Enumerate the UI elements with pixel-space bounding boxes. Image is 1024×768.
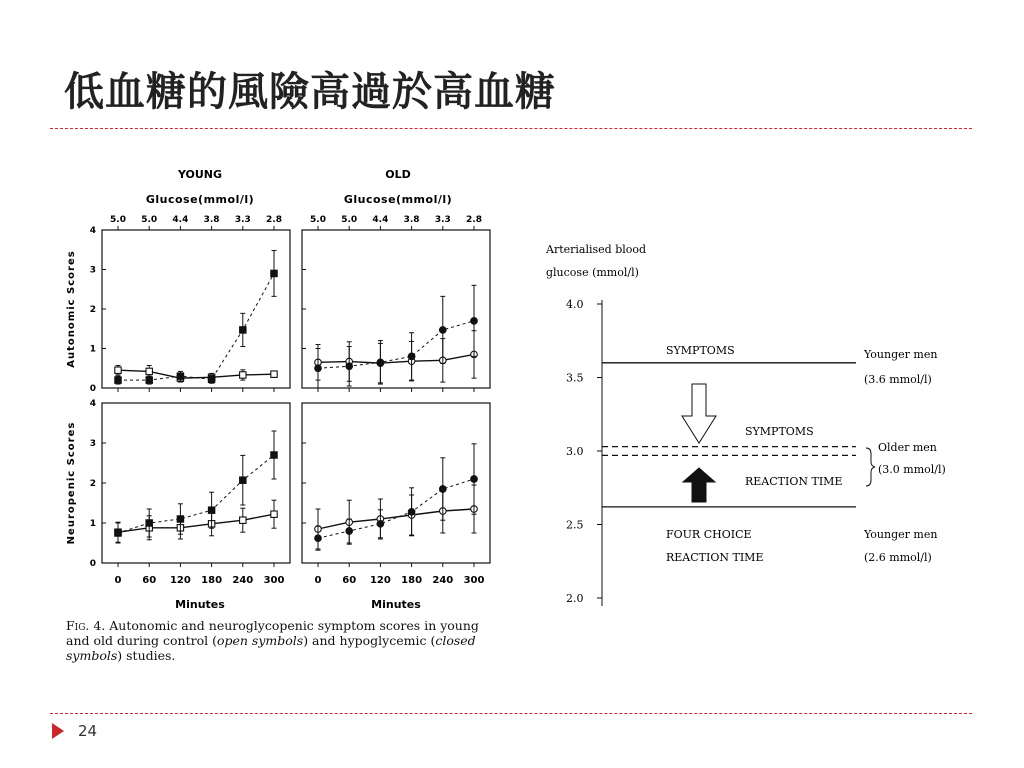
- x-tick-label: 60: [142, 575, 157, 586]
- young-autonomic-panel: [66, 215, 290, 394]
- label-younger-men-top: Younger men: [864, 348, 938, 361]
- data-point: [271, 270, 277, 276]
- old-autonomic-frame: [302, 230, 490, 388]
- caption-text-1: Autonomic and neuroglycopenic symptom scores in young and old during control (: [66, 618, 479, 648]
- x-tick-label: 0: [314, 575, 322, 586]
- page-number: 24: [78, 722, 98, 740]
- glucose-tick-label: 5.0: [110, 215, 126, 225]
- data-point: [315, 365, 322, 372]
- filled-up-arrow-icon: [683, 468, 715, 502]
- caption-fig-label: Fig. 4.: [66, 618, 106, 633]
- x-tick-label: 240: [232, 575, 254, 586]
- y-tick-label: 1: [89, 344, 96, 355]
- data-point: [208, 507, 214, 513]
- label-older-men-value: (3.0 mmol/l): [878, 463, 946, 476]
- glucose-tick-label: 3.3: [234, 215, 251, 225]
- x-tick-label: 180: [401, 575, 423, 586]
- data-point: [177, 373, 183, 379]
- threshold-y-tick-label: 3.0: [566, 445, 584, 458]
- glucose-tick-label: 4.4: [172, 215, 189, 225]
- page-marker-icon: [52, 723, 64, 739]
- glucose-tick-label: 3.3: [434, 215, 451, 225]
- y-tick-label: 1: [89, 519, 96, 529]
- caption-text-2: ) and hypoglycemic (: [303, 633, 436, 648]
- x-tick-label: 120: [369, 575, 391, 586]
- label-symptoms-young: SYMPTOMS: [666, 344, 735, 357]
- data-point: [271, 452, 277, 458]
- data-point: [146, 377, 152, 383]
- data-point: [346, 363, 353, 370]
- data-point: [146, 368, 152, 374]
- old-x-axis-title: Minutes: [371, 598, 421, 611]
- data-point: [177, 516, 183, 522]
- data-point: [346, 528, 353, 535]
- data-point: [240, 477, 246, 483]
- old-autonomic-panel: [302, 215, 490, 392]
- threshold-diagram: [540, 238, 960, 618]
- y-tick-label: 4: [89, 226, 96, 236]
- label-reaction-time-2: REACTION TIME: [666, 551, 764, 564]
- x-tick-label: 240: [432, 575, 454, 586]
- label-older-men: Older men: [878, 441, 937, 454]
- caption-italic-2: closed symbols: [66, 633, 476, 663]
- threshold-ylabel-line1: Arterialised blood: [546, 243, 647, 256]
- old-glucose-title: Glucose(mmol/l): [343, 193, 453, 206]
- y-axis-label: Neuropenic Scores: [66, 421, 77, 545]
- threshold-ylabel-line2: glucose (mmol/l): [546, 266, 639, 279]
- glucose-tick-label: 5.0: [310, 215, 326, 225]
- glucose-tick-label: 3.8: [203, 215, 220, 225]
- data-point: [115, 367, 121, 373]
- data-point: [240, 517, 246, 523]
- y-tick-label: 4: [89, 399, 96, 409]
- threshold-y-tick-label: 2.0: [566, 592, 584, 605]
- old-neuropenic-panel: [302, 403, 490, 586]
- data-point: [271, 371, 277, 377]
- glucose-tick-label: 5.0: [141, 215, 158, 225]
- label-younger-men-bottom: Younger men: [864, 528, 938, 541]
- data-point: [115, 530, 121, 536]
- data-point: [377, 359, 384, 366]
- y-axis-label: Autonomic Scores: [66, 250, 77, 368]
- caption-text-3: ) studies.: [117, 648, 176, 663]
- series-line: [318, 479, 474, 538]
- data-point: [471, 318, 478, 325]
- series-line: [118, 455, 274, 533]
- y-tick-label: 3: [89, 265, 96, 276]
- data-point: [271, 511, 277, 517]
- y-tick-label: 0: [89, 559, 96, 569]
- data-point: [377, 521, 384, 528]
- series-line: [318, 509, 474, 529]
- data-point: [408, 509, 415, 516]
- y-tick-label: 2: [89, 479, 96, 489]
- series-line: [318, 354, 474, 363]
- data-point: [408, 353, 415, 360]
- slide-title: 低血糖的風險高過於高血糖: [64, 69, 556, 115]
- label-younger-men-top-value: (3.6 mmol/l): [864, 373, 932, 386]
- footer-separator: [50, 713, 972, 714]
- data-point: [440, 327, 447, 334]
- series-line: [118, 273, 274, 380]
- label-younger-men-bottom-value: (2.6 mmol/l): [864, 551, 932, 564]
- figure4-chart: [50, 160, 520, 640]
- title-separator: [50, 128, 972, 129]
- label-reaction-time: REACTION TIME: [745, 475, 843, 488]
- series-line: [118, 514, 274, 532]
- young-neuropenic-panel: [66, 399, 290, 586]
- young-glucose-title: Glucose(mmol/l): [145, 193, 255, 206]
- y-tick-label: 0: [89, 384, 96, 394]
- old-header: OLD: [385, 168, 411, 181]
- threshold-y-tick-label: 3.5: [566, 371, 584, 385]
- x-tick-label: 300: [263, 575, 285, 586]
- x-tick-label: 300: [463, 575, 485, 586]
- data-point: [146, 520, 152, 526]
- y-tick-label: 3: [89, 439, 96, 449]
- x-tick-label: 60: [342, 575, 357, 586]
- glucose-tick-label: 2.8: [466, 215, 482, 225]
- data-point: [208, 376, 214, 382]
- young-header: YOUNG: [177, 168, 223, 181]
- y-tick-label: 2: [89, 305, 96, 315]
- data-point: [240, 327, 246, 333]
- older-men-brace: [866, 448, 875, 486]
- figure-caption: [66, 618, 506, 663]
- threshold-y-tick-label: 4.0: [566, 298, 584, 311]
- x-tick-label: 0: [114, 575, 122, 586]
- glucose-tick-label: 5.0: [341, 215, 358, 225]
- data-point: [115, 377, 121, 383]
- glucose-tick-label: 3.8: [403, 215, 420, 225]
- data-point: [471, 476, 478, 483]
- label-symptoms-old: SYMPTOMS: [745, 425, 814, 438]
- open-down-arrow-icon: [682, 384, 716, 443]
- x-tick-label: 120: [169, 575, 191, 586]
- glucose-tick-label: 2.8: [266, 215, 282, 225]
- series-line: [118, 370, 274, 378]
- young-x-axis-title: Minutes: [175, 598, 225, 611]
- glucose-tick-label: 4.4: [372, 215, 389, 225]
- caption-italic-1: open symbols: [216, 633, 304, 648]
- x-tick-label: 180: [201, 575, 223, 586]
- data-point: [315, 535, 322, 542]
- data-point: [240, 372, 246, 378]
- data-point: [440, 486, 447, 493]
- young-autonomic-frame: [102, 230, 290, 388]
- young-neuropenic-frame: [102, 403, 290, 563]
- label-four-choice: FOUR CHOICE: [666, 528, 752, 541]
- threshold-y-tick-label: 2.5: [566, 518, 584, 532]
